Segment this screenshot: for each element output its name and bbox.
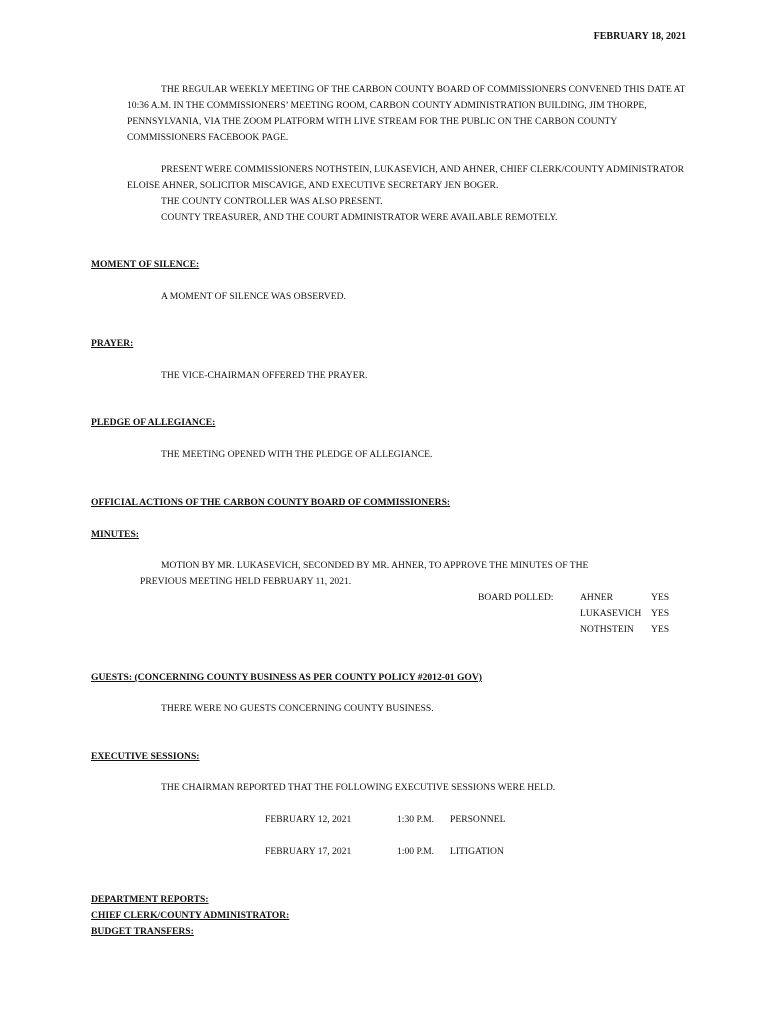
remote-line: COUNTY TREASURER, AND THE COURT ADMINISTRATOR WERE AVAILABLE REMOTELY. [161, 212, 558, 223]
session-type: LITIGATION [450, 846, 504, 857]
poll-name: AHNER [580, 592, 614, 603]
poll-vote: YES [651, 592, 670, 603]
budget-transfers-heading: BUDGET TRANSFERS: [91, 926, 194, 937]
controller-line: THE COUNTY CONTROLLER WAS ALSO PRESENT. [161, 196, 383, 207]
session-date: FEBRUARY 12, 2021 [265, 814, 352, 825]
minutes-motion-line1: MOTION BY MR. LUKASEVICH, SECONDED BY MR. AHNER, TO APPROVE THE MINUTES OF THE [161, 560, 589, 571]
moment-of-silence-text: A MOMENT OF SILENCE WAS OBSERVED. [161, 291, 346, 302]
prayer-text: THE VICE-CHAIRMAN OFFERED THE PRAYER. [161, 370, 368, 381]
intro-paragraph: THE REGULAR WEEKLY MEETING OF THE CARBON COUNTY BOARD OF COMMISSIONERS CONVENED THIS DATE AT 10:36 A.M. IN THE COMMISSIONERS’ MEETING ROOM, CARBON COUNTY ADMINISTRATION BUILDING, JIM THORPE, PENNSYLVANIA, VIA THE ZOOM PLATFORM WITH LIVE STREAM FOR THE PUBLIC ON THE CARBON COUNTY COMMISSIONERS FACEBOOK PAGE. [127, 84, 686, 143]
moment-of-silence-heading: MOMENT OF SILENCE: [91, 259, 200, 270]
executive-sessions-heading: EXECUTIVE SESSIONS: [91, 751, 200, 762]
guests-heading: GUESTS: (CONCERNING COUNTY BUSINESS AS PER COUNTY POLICY #2012-01 GOV) [91, 672, 482, 683]
session-time: 1:30 P.M. [397, 814, 435, 825]
poll-name: LUKASEVICH [580, 608, 642, 619]
meeting-date: FEBRUARY 18, 2021 [593, 31, 686, 42]
board-polled-label: BOARD POLLED: [478, 592, 554, 603]
guests-text: THERE WERE NO GUESTS CONCERNING COUNTY BUSINESS. [161, 703, 434, 714]
attendance-paragraph: PRESENT WERE COMMISSIONERS NOTHSTEIN, LUKASEVICH, AND AHNER, CHIEF CLERK/COUNTY ADMINISTRATOR ELOISE AHNER, SOLICITOR MISCAVIGE, AND EXECUTIVE SECRETARY JEN BOGER. [127, 164, 685, 191]
session-time: 1:00 P.M. [397, 846, 435, 857]
poll-vote: YES [651, 624, 670, 635]
poll-name: NOTHSTEIN [580, 624, 634, 635]
minutes-heading: MINUTES: [91, 529, 139, 540]
department-reports-heading: DEPARTMENT REPORTS: [91, 894, 209, 905]
prayer-heading: PRAYER: [91, 338, 134, 349]
session-type: PERSONNEL [450, 814, 506, 825]
minutes-motion-line2: PREVIOUS MEETING HELD FEBRUARY 11, 2021. [140, 576, 352, 587]
pledge-heading: PLEDGE OF ALLEGIANCE: [91, 417, 216, 428]
poll-vote: YES [651, 608, 670, 619]
pledge-text: THE MEETING OPENED WITH THE PLEDGE OF ALLEGIANCE. [161, 449, 433, 460]
session-date: FEBRUARY 17, 2021 [265, 846, 352, 857]
official-actions-heading: OFFICIAL ACTIONS OF THE CARBON COUNTY BOARD OF COMMISSIONERS: [91, 497, 451, 508]
chief-clerk-heading: CHIEF CLERK/COUNTY ADMINISTRATOR: [91, 910, 290, 921]
executive-sessions-text: THE CHAIRMAN REPORTED THAT THE FOLLOWING EXECUTIVE SESSIONS WERE HELD. [161, 782, 556, 793]
